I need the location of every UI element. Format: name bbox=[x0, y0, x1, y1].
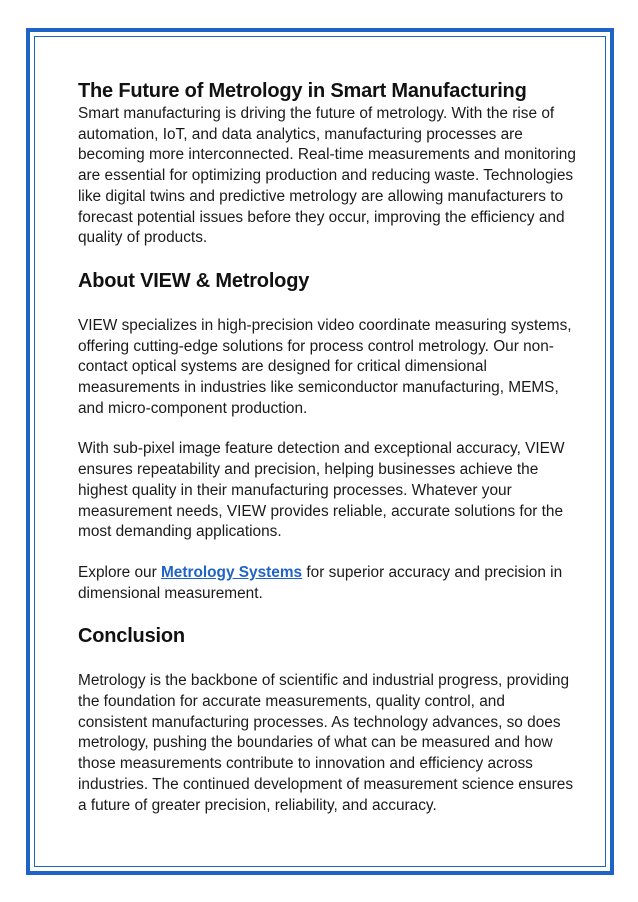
document-content bbox=[78, 76, 578, 816]
about-paragraph-1: VIEW specializes in high-precision video coordinate measuring systems, offering cutting-edge solutions for process control metrology. Our non-contact optical systems are designed for critical dimensional measurements in industries like semiconductor manufacturing, MEMS, and micro-component production. bbox=[78, 316, 572, 417]
explore-paragraph bbox=[78, 563, 578, 604]
metrology-systems-link[interactable]: Metrology Systems bbox=[160, 563, 303, 581]
explore-prefix: Explore our bbox=[78, 563, 161, 581]
explore-suffix: for superior accuracy and precision in dimensional measurement. bbox=[78, 563, 563, 602]
about-paragraph-2: With sub-pixel image feature detection and exceptional accuracy, VIEW ensures repeatability and precision, helping businesses achieve the highest quality in their manufacturing processes. Whatever your measurement needs, VIEW provides reliable, accurate solutions for the most demanding applications. bbox=[78, 440, 565, 541]
section-body-conclusion: Metrology is the backbone of scientific and industrial progress, providing the foundation for accurate measurements, quality control, and consistent manufacturing processes. As technology advances, so does metrology, pushing the boundaries of what can be measured and how those measurements contribute to innovation and efficiency across industries. The continued development of measurement science ensures a future of greater precision, reliability, and accuracy. bbox=[78, 672, 574, 814]
section-heading-about: About VIEW & Metrology bbox=[78, 269, 310, 292]
section-heading-conclusion: Conclusion bbox=[78, 625, 185, 648]
section-heading-future: The Future of Metrology in Smart Manufacturing bbox=[78, 80, 527, 102]
section-body-future: Smart manufacturing is driving the future of metrology. With the rise of automation, IoT, and data analytics, manufacturing processes are becoming more interconnected. Real-time measurements and monitoring are essential for optimizing production and reducing waste. Technologies like digital twins and predictive metrology are allowing manufacturers to forecast potential issues before they occur, improving the efficiency and quality of products. bbox=[78, 105, 576, 247]
